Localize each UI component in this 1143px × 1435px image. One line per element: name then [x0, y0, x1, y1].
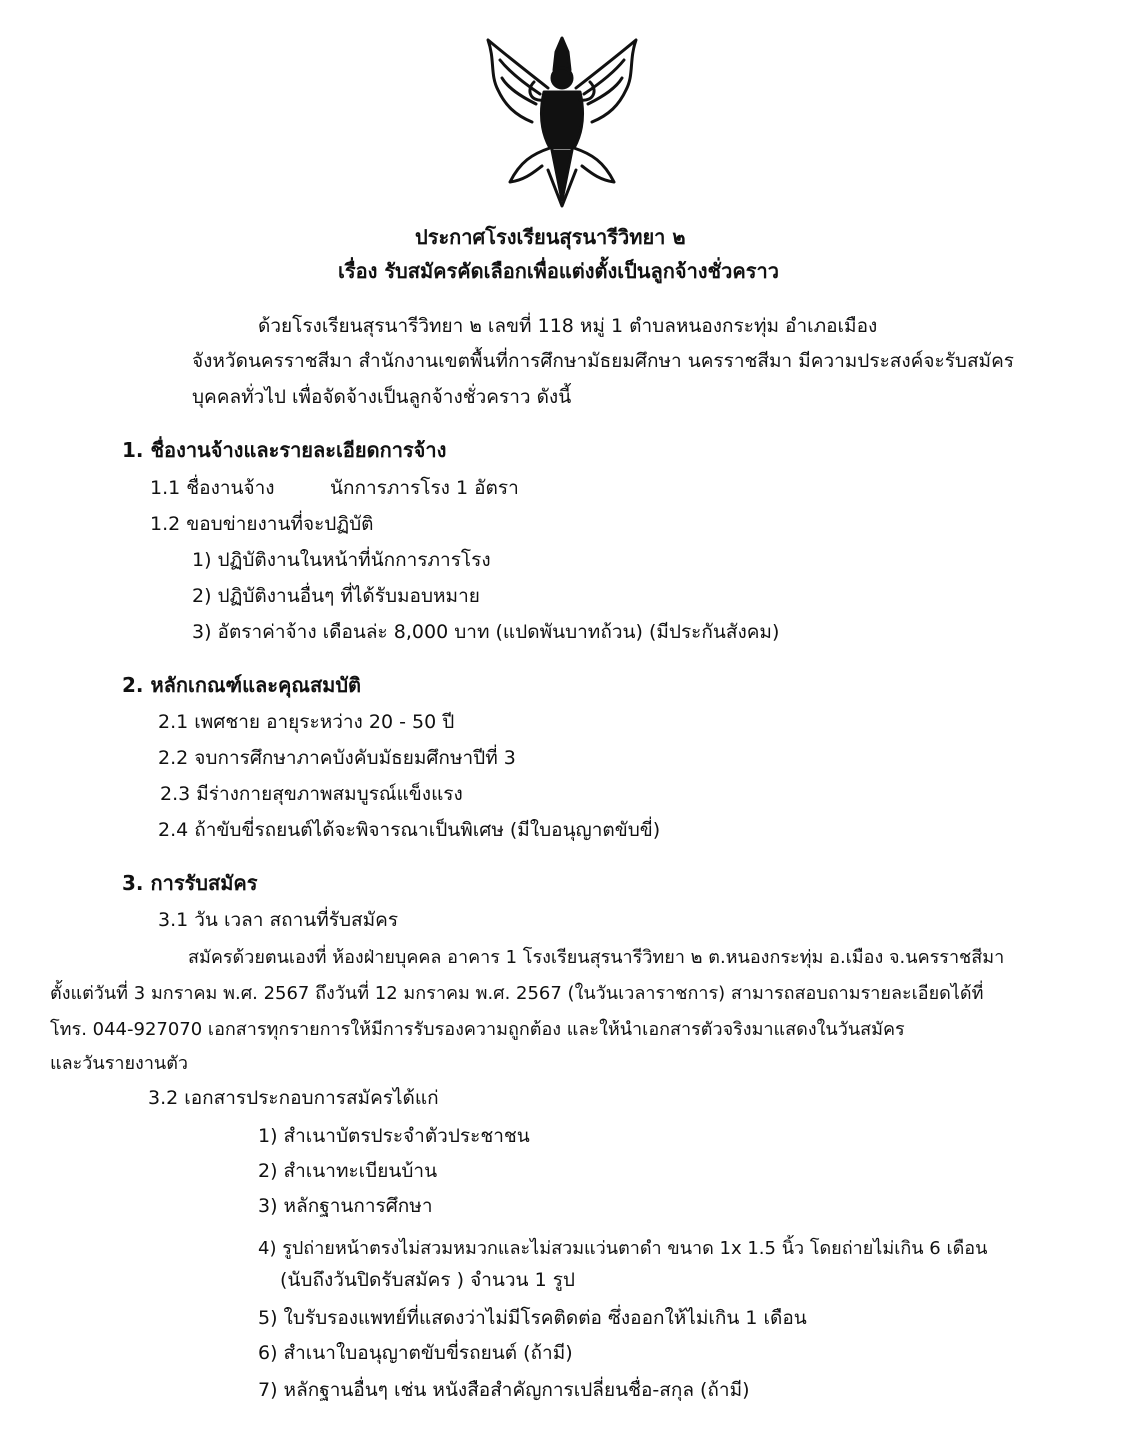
scope-heading: 1.2 ขอบข่ายงานที่จะปฏิบัติ: [150, 513, 374, 535]
scope-item: 3) อัตราค่าจ้าง เดือนล่ะ 8,000 บาท (แปดพันบาทถ้วน) (มีประกันสังคม): [192, 621, 780, 643]
announcement-title: ประกาศโรงเรียนสุรนารีวิทยา ๒: [415, 225, 686, 249]
document-item: 3) หลักฐานการศึกษา: [258, 1195, 433, 1217]
application-detail-line: และวันรายงานตัว: [50, 1053, 189, 1074]
application-schedule-heading: 3.1 วัน เวลา สถานที่รับสมัคร: [158, 909, 399, 931]
application-detail-line: โทร. 044-927070 เอกสารทุกรายการให้มีการรับรองความถูกต้อง และให้นำเอกสารตัวจริงมาแสดงในวันสมัคร: [50, 1019, 905, 1040]
required-documents-heading: 3.2 เอกสารประกอบการสมัครได้แก่: [148, 1087, 439, 1109]
document-item: 4) รูปถ่ายหน้าตรงไม่สวมหมวกและไม่สวมแว่นตาดำ ขนาด 1x 1.5 นิ้ว โดยถ่ายไม่เกิน 6 เดือน: [258, 1238, 988, 1259]
qualification-item: 2.4 ถ้าขับขี่รถยนต์ได้จะพิจารณาเป็นพิเศษ (มีใบอนุญาตขับขี่): [158, 819, 661, 841]
document-item: 1) สำเนาบัตรประจำตัวประชาชน: [258, 1125, 530, 1147]
application-detail-line: สมัครด้วยตนเองที่ ห้องฝ่ายบุคคล อาคาร 1 โรงเรียนสุรนารีวิทยา ๒ ต.หนองกระทุ่ม อ.เมือง จ.นครราชสีมา: [188, 947, 1005, 968]
section-1-heading: 1. ชื่องานจ้างและรายละเอียดการจ้าง: [122, 438, 447, 462]
scope-item: 1) ปฏิบัติงานในหน้าที่นักการภารโรง: [192, 549, 491, 571]
document-item-continuation: (นับถึงวันปิดรับสมัคร ) จำนวน 1 รูป: [280, 1269, 575, 1291]
intro-line: จังหวัดนครราชสีมา สำนักงานเขตพื้นที่การศึกษามัธยมศึกษา นครราชสีมา มีความประสงค์จะรับสมัคร: [192, 350, 1015, 372]
announcement-subject: เรื่อง รับสมัครคัดเลือกเพื่อแต่งตั้งเป็นลูกจ้างชั่วคราว: [338, 259, 779, 283]
application-detail-line: ตั้งแต่วันที่ 3 มกราคม พ.ศ. 2567 ถึงวันที่ 12 มกราคม พ.ศ. 2567 (ในวันเวลาราชการ) สามารถสอบถามรายละเอียดได้ที่: [50, 983, 984, 1004]
document-item: 2) สำเนาทะเบียนบ้าน: [258, 1160, 438, 1182]
qualification-item: 2.1 เพศชาย อายุระหว่าง 20 - 50 ปี: [158, 711, 455, 733]
intro-line: ด้วยโรงเรียนสุรนารีวิทยา ๒ เลขที่ 118 หมู่ 1 ตำบลหนองกระทุ่ม อำเภอเมือง: [258, 315, 878, 337]
job-title-label: 1.1 ชื่องานจ้าง: [150, 477, 275, 499]
job-title-value: นักการภารโรง 1 อัตรา: [330, 477, 519, 499]
document-item: 5) ใบรับรองแพทย์ที่แสดงว่าไม่มีโรคติดต่อ ซึ่งออกให้ไม่เกิน 1 เดือน: [258, 1307, 807, 1329]
garuda-emblem-icon: [470, 30, 655, 210]
intro-line: บุคคลทั่วไป เพื่อจัดจ้างเป็นลูกจ้างชั่วคราว ดังนี้: [192, 386, 572, 408]
document-item: 7) หลักฐานอื่นๆ เช่น หนังสือสำคัญการเปลี่ยนชื่อ-สกุล (ถ้ามี): [258, 1379, 750, 1401]
section-3-heading: 3. การรับสมัคร: [122, 871, 258, 895]
section-2-heading: 2. หลักเกณฑ์และคุณสมบัติ: [122, 673, 362, 697]
qualification-item: 2.3 มีร่างกายสุขภาพสมบูรณ์แข็งแรง: [160, 783, 463, 805]
scope-item: 2) ปฏิบัติงานอื่นๆ ที่ได้รับมอบหมาย: [192, 585, 480, 607]
document-item: 6) สำเนาใบอนุญาตขับขี่รถยนต์ (ถ้ามี): [258, 1342, 573, 1364]
qualification-item: 2.2 จบการศึกษาภาคบังคับมัธยมศึกษาปีที่ 3: [158, 747, 516, 769]
